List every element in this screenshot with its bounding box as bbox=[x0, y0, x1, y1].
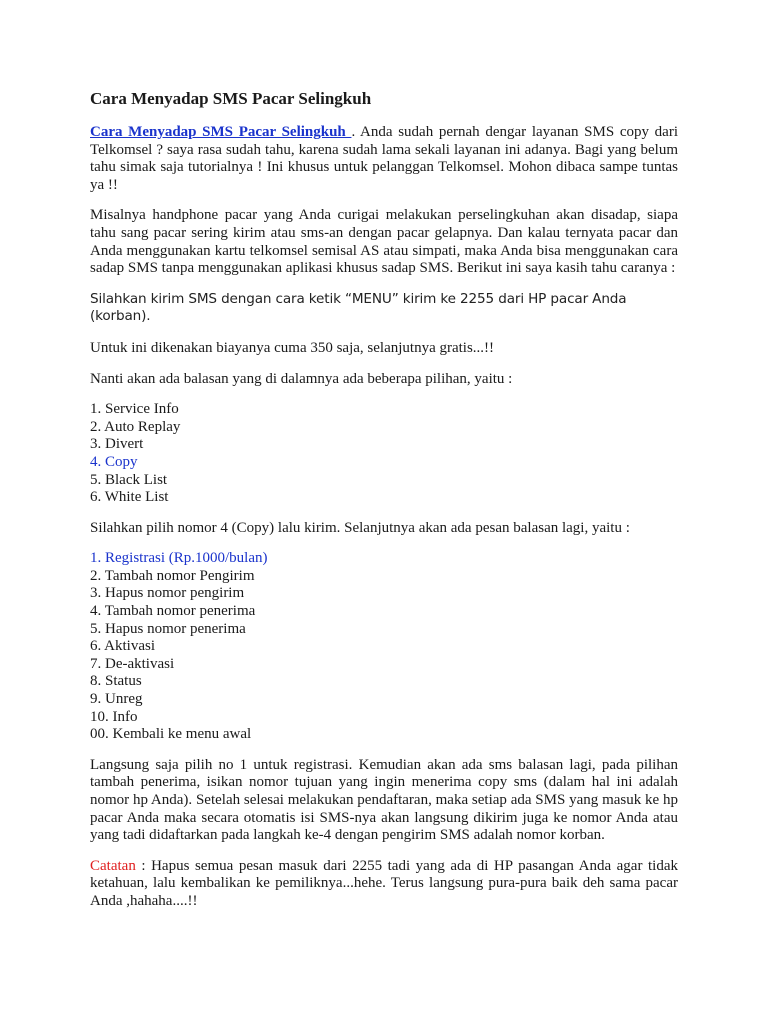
intro-text: . Anda sudah pernah dengar layanan SMS copy dari Telkomsel ? saya rasa sudah tahu, karena sudah lama sekali layanan ini adanya. Bagi yang belum tahu simak saja tutorialnya ! Ini khusus untuk pelanggan Telkomsel. Mohon dibaca sampe tuntas ya !! bbox=[90, 124, 678, 193]
list-item: 7. De-aktivasi bbox=[90, 655, 175, 672]
list-item: 2. Tambah nomor Pengirim bbox=[90, 567, 255, 584]
document-page bbox=[90, 88, 678, 924]
page-title: Cara Menyadap SMS Pacar Selingkuh bbox=[90, 89, 372, 108]
list-item: 3. Hapus nomor pengirim bbox=[90, 585, 245, 602]
list-item: 9. Unreg bbox=[90, 691, 143, 708]
list-item: 1. Service Info bbox=[90, 401, 179, 418]
list-item: 5. Hapus nomor penerima bbox=[90, 620, 246, 637]
list-item: 00. Kembali ke menu awal bbox=[90, 726, 252, 743]
list-item: 2. Auto Replay bbox=[90, 418, 181, 435]
reply-intro-line: Nanti akan ada balasan yang di dalamnya ada beberapa pilihan, yaitu : bbox=[90, 370, 513, 387]
list-item-highlighted: 4. Copy bbox=[90, 453, 138, 470]
list-item: 5. Black List bbox=[90, 471, 168, 488]
intro-paragraph bbox=[90, 124, 678, 194]
context-paragraph: Misalnya handphone pacar yang Anda curigai melakukan perselingkuhan akan disadap, siapa tahu sang pacar sering kirim atau sms-an dengan pacar gelapnya. Dan kalau ternyata pacar dan Anda menggunakan kartu telkomsel semisal AS atau simpati, maka Anda bisa menggunakan cara sadap SMS tanpa menggunakan aplikasi khusus sadap SMS. Berikut ini saya kasih tahu caranya : bbox=[90, 207, 678, 277]
registration-paragraph: Langsung saja pilih no 1 untuk registrasi. Kemudian akan ada sms balasan lagi, pada pilihan tambah penerima, isikan nomor tujuan yang ingin menerima copy sms (dalam hal ini adalah nomor hp Anda). Setelah selesai melakukan pendaftaran, maka setiap ada SMS yang masuk ke hp pacar Anda maka secara otomatis isi SMS-nya akan langsung dikirim juga ke nomor Anda atau yang tadi didaftarkan pada langkah ke-4 dengan pengirim SMS adalah nomor korban. bbox=[90, 756, 678, 844]
list-item: 10. Info bbox=[90, 708, 138, 725]
menu-list-1 bbox=[90, 401, 678, 507]
note-paragraph bbox=[90, 858, 678, 911]
note-text: : Hapus semua pesan masuk dari 2255 tadi yang ada di HP pasangan Anda agar tidak ketahuan, lalu kembalikan ke pemiliknya...hehe. Terus langsung pura-pura baik deh sama pacar Anda ,hahaha....!! bbox=[90, 857, 678, 909]
menu-list-2 bbox=[90, 550, 678, 744]
list-item-highlighted: 1. Registrasi (Rp.1000/bulan) bbox=[90, 550, 268, 567]
list-item: 6. White List bbox=[90, 489, 169, 506]
list-item: 8. Status bbox=[90, 673, 142, 690]
list-item: 6. Aktivasi bbox=[90, 638, 156, 655]
note-label: Catatan bbox=[90, 857, 136, 874]
instruction-line: Silahkan kirim SMS dengan cara ketik “MENU” kirim ke 2255 dari HP pacar Anda (korban). bbox=[90, 290, 627, 325]
list-item: 3. Divert bbox=[90, 436, 144, 453]
title-link[interactable]: Cara Menyadap SMS Pacar Selingkuh bbox=[90, 124, 352, 140]
list-item: 4. Tambah nomor penerima bbox=[90, 603, 256, 620]
cost-line: Untuk ini dikenakan biayanya cuma 350 saja, selanjutnya gratis...!! bbox=[90, 339, 495, 356]
choose-copy-line: Silahkan pilih nomor 4 (Copy) lalu kirim. Selanjutnya akan ada pesan balasan lagi, yaitu : bbox=[90, 519, 630, 536]
